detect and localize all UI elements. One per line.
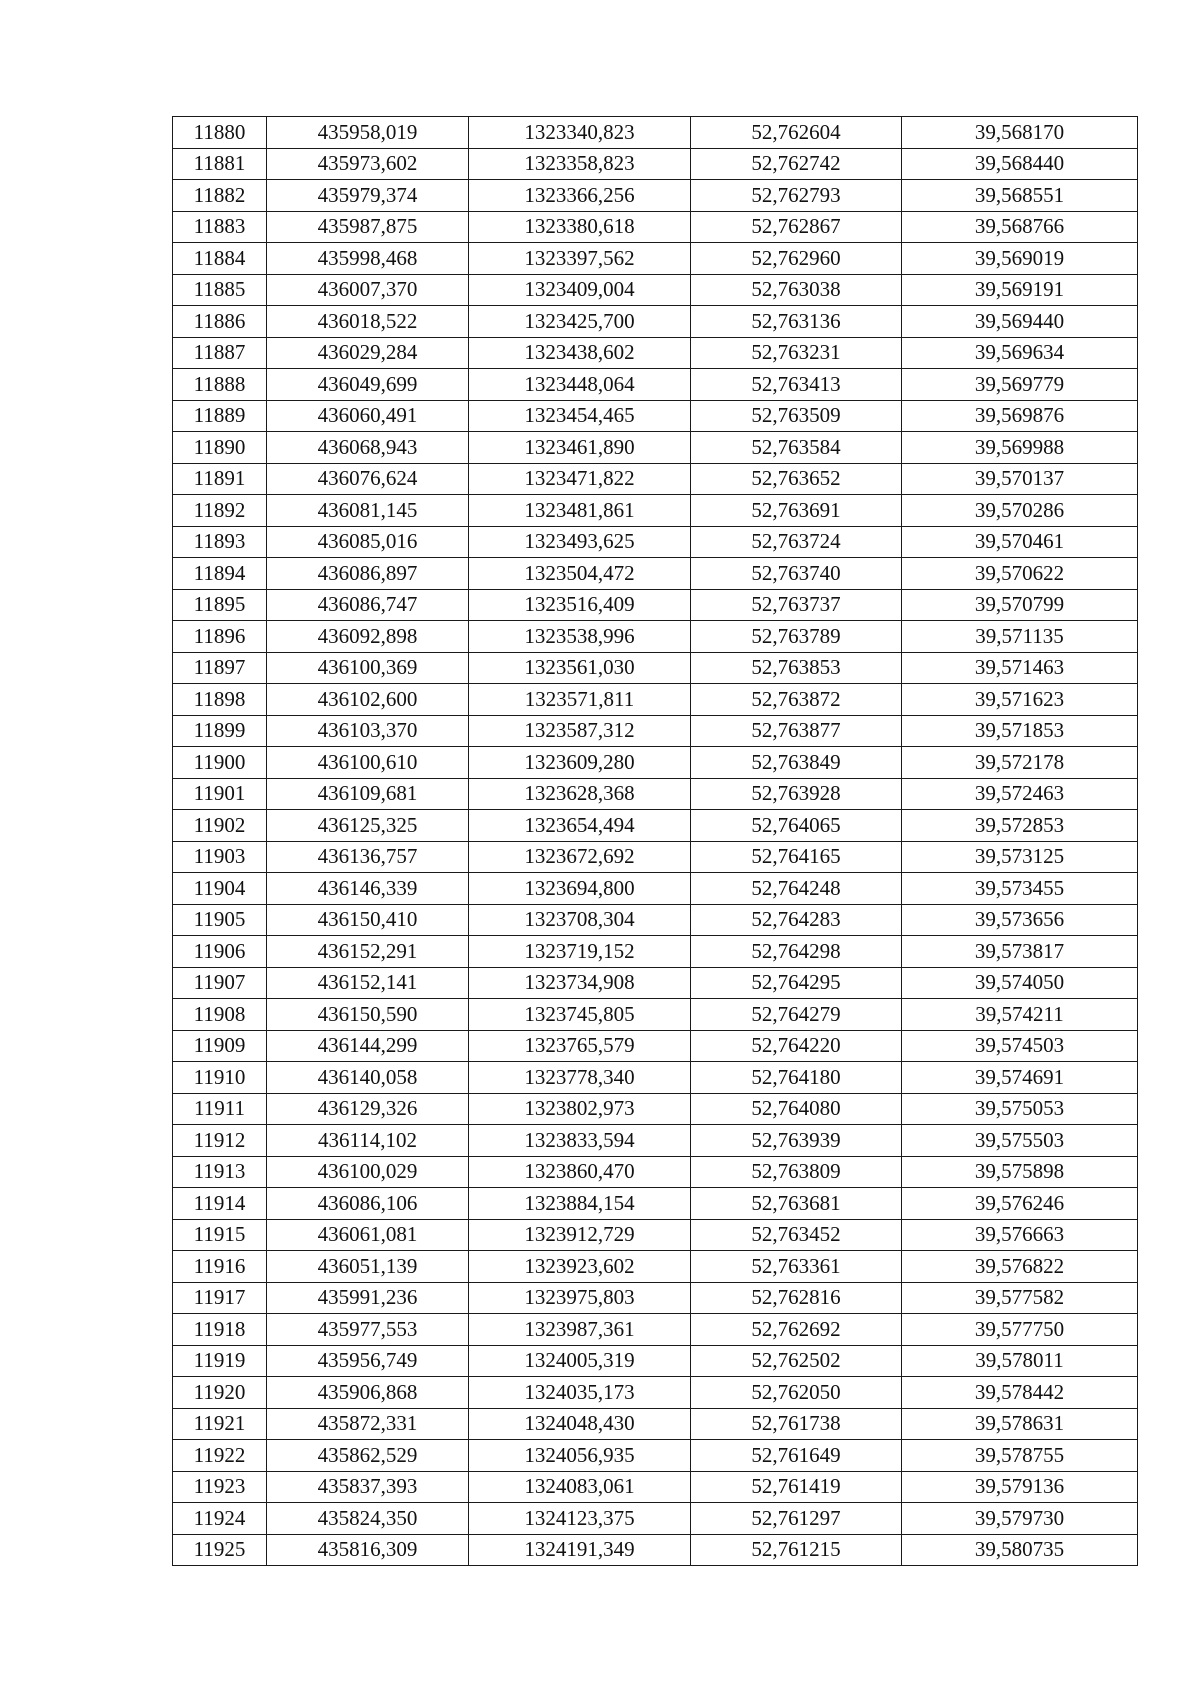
longitude-cell: 39,570461 (902, 526, 1138, 558)
x-coordinate-cell: 436129,326 (267, 1093, 469, 1125)
longitude-cell: 39,569191 (902, 274, 1138, 306)
latitude-cell: 52,762793 (691, 180, 902, 212)
x-coordinate-cell: 436150,590 (267, 999, 469, 1031)
latitude-cell: 52,763136 (691, 306, 902, 338)
longitude-cell: 39,579730 (902, 1503, 1138, 1535)
latitude-cell: 52,762960 (691, 243, 902, 275)
table-row (173, 684, 1138, 716)
latitude-cell: 52,763849 (691, 747, 902, 779)
latitude-cell: 52,762867 (691, 211, 902, 243)
longitude-cell: 39,571623 (902, 684, 1138, 716)
y-coordinate-cell: 1323672,692 (469, 841, 691, 873)
longitude-cell: 39,576663 (902, 1219, 1138, 1251)
y-coordinate-cell: 1324048,430 (469, 1408, 691, 1440)
longitude-cell: 39,578631 (902, 1408, 1138, 1440)
point-number-cell: 11906 (173, 936, 267, 968)
y-coordinate-cell: 1323745,805 (469, 999, 691, 1031)
table-row (173, 1219, 1138, 1251)
x-coordinate-cell: 435973,602 (267, 148, 469, 180)
point-number-cell: 11899 (173, 715, 267, 747)
table-row (173, 1534, 1138, 1566)
y-coordinate-cell: 1324083,061 (469, 1471, 691, 1503)
longitude-cell: 39,579136 (902, 1471, 1138, 1503)
point-number-cell: 11884 (173, 243, 267, 275)
table-row (173, 274, 1138, 306)
x-coordinate-cell: 436018,522 (267, 306, 469, 338)
latitude-cell: 52,763413 (691, 369, 902, 401)
table-row (173, 936, 1138, 968)
latitude-cell: 52,761297 (691, 1503, 902, 1535)
longitude-cell: 39,571853 (902, 715, 1138, 747)
longitude-cell: 39,568551 (902, 180, 1138, 212)
x-coordinate-cell: 436051,139 (267, 1251, 469, 1283)
table-row (173, 463, 1138, 495)
table-row (173, 117, 1138, 149)
point-number-cell: 11889 (173, 400, 267, 432)
latitude-cell: 52,761738 (691, 1408, 902, 1440)
point-number-cell: 11907 (173, 967, 267, 999)
point-number-cell: 11909 (173, 1030, 267, 1062)
x-coordinate-cell: 436086,106 (267, 1188, 469, 1220)
table-row (173, 526, 1138, 558)
y-coordinate-cell: 1324191,349 (469, 1534, 691, 1566)
latitude-cell: 52,763789 (691, 621, 902, 653)
x-coordinate-cell: 435872,331 (267, 1408, 469, 1440)
y-coordinate-cell: 1323987,361 (469, 1314, 691, 1346)
table-row (173, 967, 1138, 999)
latitude-cell: 52,764279 (691, 999, 902, 1031)
table-row (173, 1471, 1138, 1503)
latitude-cell: 52,761419 (691, 1471, 902, 1503)
y-coordinate-cell: 1323719,152 (469, 936, 691, 968)
y-coordinate-cell: 1324056,935 (469, 1440, 691, 1472)
y-coordinate-cell: 1323654,494 (469, 810, 691, 842)
x-coordinate-cell: 436086,747 (267, 589, 469, 621)
x-coordinate-cell: 435824,350 (267, 1503, 469, 1535)
x-coordinate-cell: 436102,600 (267, 684, 469, 716)
x-coordinate-cell: 435991,236 (267, 1282, 469, 1314)
x-coordinate-cell: 436114,102 (267, 1125, 469, 1157)
latitude-cell: 52,764065 (691, 810, 902, 842)
y-coordinate-cell: 1323571,811 (469, 684, 691, 716)
latitude-cell: 52,763231 (691, 337, 902, 369)
x-coordinate-cell: 436146,339 (267, 873, 469, 905)
longitude-cell: 39,572463 (902, 778, 1138, 810)
latitude-cell: 52,763877 (691, 715, 902, 747)
table-row (173, 400, 1138, 432)
x-coordinate-cell: 436152,291 (267, 936, 469, 968)
point-number-cell: 11918 (173, 1314, 267, 1346)
longitude-cell: 39,578011 (902, 1345, 1138, 1377)
point-number-cell: 11905 (173, 904, 267, 936)
point-number-cell: 11902 (173, 810, 267, 842)
longitude-cell: 39,576246 (902, 1188, 1138, 1220)
x-coordinate-cell: 436125,325 (267, 810, 469, 842)
latitude-cell: 52,764165 (691, 841, 902, 873)
point-number-cell: 11885 (173, 274, 267, 306)
table-row (173, 369, 1138, 401)
x-coordinate-cell: 435862,529 (267, 1440, 469, 1472)
longitude-cell: 39,577750 (902, 1314, 1138, 1346)
table-row (173, 778, 1138, 810)
y-coordinate-cell: 1323481,861 (469, 495, 691, 527)
x-coordinate-cell: 435906,868 (267, 1377, 469, 1409)
longitude-cell: 39,568170 (902, 117, 1138, 149)
y-coordinate-cell: 1323884,154 (469, 1188, 691, 1220)
table-row (173, 589, 1138, 621)
latitude-cell: 52,763737 (691, 589, 902, 621)
table-row (173, 243, 1138, 275)
y-coordinate-cell: 1323448,064 (469, 369, 691, 401)
point-number-cell: 11912 (173, 1125, 267, 1157)
table-row (173, 1314, 1138, 1346)
x-coordinate-cell: 435837,393 (267, 1471, 469, 1503)
point-number-cell: 11896 (173, 621, 267, 653)
latitude-cell: 52,763681 (691, 1188, 902, 1220)
x-coordinate-cell: 436060,491 (267, 400, 469, 432)
table-row (173, 1093, 1138, 1125)
x-coordinate-cell: 435816,309 (267, 1534, 469, 1566)
latitude-cell: 52,764248 (691, 873, 902, 905)
longitude-cell: 39,570137 (902, 463, 1138, 495)
latitude-cell: 52,764295 (691, 967, 902, 999)
y-coordinate-cell: 1323454,465 (469, 400, 691, 432)
latitude-cell: 52,763939 (691, 1125, 902, 1157)
point-number-cell: 11915 (173, 1219, 267, 1251)
y-coordinate-cell: 1323734,908 (469, 967, 691, 999)
longitude-cell: 39,580735 (902, 1534, 1138, 1566)
latitude-cell: 52,764180 (691, 1062, 902, 1094)
table-row (173, 1345, 1138, 1377)
y-coordinate-cell: 1323471,822 (469, 463, 691, 495)
y-coordinate-cell: 1323561,030 (469, 652, 691, 684)
x-coordinate-cell: 436136,757 (267, 841, 469, 873)
table-row (173, 432, 1138, 464)
longitude-cell: 39,574211 (902, 999, 1138, 1031)
table-row (173, 621, 1138, 653)
y-coordinate-cell: 1323366,256 (469, 180, 691, 212)
latitude-cell: 52,762502 (691, 1345, 902, 1377)
y-coordinate-cell: 1323516,409 (469, 589, 691, 621)
table-row (173, 1377, 1138, 1409)
x-coordinate-cell: 436109,681 (267, 778, 469, 810)
x-coordinate-cell: 436150,410 (267, 904, 469, 936)
longitude-cell: 39,573817 (902, 936, 1138, 968)
longitude-cell: 39,577582 (902, 1282, 1138, 1314)
longitude-cell: 39,574691 (902, 1062, 1138, 1094)
latitude-cell: 52,763724 (691, 526, 902, 558)
table-row (173, 337, 1138, 369)
latitude-cell: 52,763038 (691, 274, 902, 306)
point-number-cell: 11892 (173, 495, 267, 527)
latitude-cell: 52,762742 (691, 148, 902, 180)
latitude-cell: 52,763452 (691, 1219, 902, 1251)
x-coordinate-cell: 436085,016 (267, 526, 469, 558)
y-coordinate-cell: 1323587,312 (469, 715, 691, 747)
y-coordinate-cell: 1323765,579 (469, 1030, 691, 1062)
latitude-cell: 52,762692 (691, 1314, 902, 1346)
y-coordinate-cell: 1323461,890 (469, 432, 691, 464)
y-coordinate-cell: 1323504,472 (469, 558, 691, 590)
longitude-cell: 39,573455 (902, 873, 1138, 905)
latitude-cell: 52,763691 (691, 495, 902, 527)
y-coordinate-cell: 1323778,340 (469, 1062, 691, 1094)
coordinates-table-body (173, 117, 1138, 1566)
longitude-cell: 39,571135 (902, 621, 1138, 653)
latitude-cell: 52,764298 (691, 936, 902, 968)
latitude-cell: 52,761215 (691, 1534, 902, 1566)
latitude-cell: 52,762050 (691, 1377, 902, 1409)
point-number-cell: 11916 (173, 1251, 267, 1283)
longitude-cell: 39,575503 (902, 1125, 1138, 1157)
y-coordinate-cell: 1323380,618 (469, 211, 691, 243)
point-number-cell: 11925 (173, 1534, 267, 1566)
point-number-cell: 11923 (173, 1471, 267, 1503)
table-row (173, 1282, 1138, 1314)
point-number-cell: 11903 (173, 841, 267, 873)
table-row (173, 558, 1138, 590)
point-number-cell: 11901 (173, 778, 267, 810)
x-coordinate-cell: 436061,081 (267, 1219, 469, 1251)
point-number-cell: 11882 (173, 180, 267, 212)
latitude-cell: 52,761649 (691, 1440, 902, 1472)
table-row (173, 652, 1138, 684)
x-coordinate-cell: 436100,369 (267, 652, 469, 684)
x-coordinate-cell: 436029,284 (267, 337, 469, 369)
point-number-cell: 11888 (173, 369, 267, 401)
table-row (173, 999, 1138, 1031)
point-number-cell: 11911 (173, 1093, 267, 1125)
latitude-cell: 52,763652 (691, 463, 902, 495)
y-coordinate-cell: 1323358,823 (469, 148, 691, 180)
latitude-cell: 52,764220 (691, 1030, 902, 1062)
y-coordinate-cell: 1324123,375 (469, 1503, 691, 1535)
table-row (173, 211, 1138, 243)
table-row (173, 306, 1138, 338)
table-row (173, 495, 1138, 527)
latitude-cell: 52,764283 (691, 904, 902, 936)
longitude-cell: 39,568440 (902, 148, 1138, 180)
point-number-cell: 11904 (173, 873, 267, 905)
y-coordinate-cell: 1323912,729 (469, 1219, 691, 1251)
table-row (173, 1156, 1138, 1188)
longitude-cell: 39,574503 (902, 1030, 1138, 1062)
x-coordinate-cell: 436140,058 (267, 1062, 469, 1094)
latitude-cell: 52,763361 (691, 1251, 902, 1283)
latitude-cell: 52,763740 (691, 558, 902, 590)
point-number-cell: 11893 (173, 526, 267, 558)
point-number-cell: 11919 (173, 1345, 267, 1377)
point-number-cell: 11887 (173, 337, 267, 369)
x-coordinate-cell: 435979,374 (267, 180, 469, 212)
x-coordinate-cell: 436152,141 (267, 967, 469, 999)
x-coordinate-cell: 436100,029 (267, 1156, 469, 1188)
y-coordinate-cell: 1323493,625 (469, 526, 691, 558)
point-number-cell: 11920 (173, 1377, 267, 1409)
longitude-cell: 39,569019 (902, 243, 1138, 275)
x-coordinate-cell: 436076,624 (267, 463, 469, 495)
point-number-cell: 11922 (173, 1440, 267, 1472)
longitude-cell: 39,576822 (902, 1251, 1138, 1283)
table-row (173, 1062, 1138, 1094)
table-row (173, 1188, 1138, 1220)
table-row (173, 180, 1138, 212)
table-row (173, 148, 1138, 180)
point-number-cell: 11913 (173, 1156, 267, 1188)
latitude-cell: 52,763928 (691, 778, 902, 810)
longitude-cell: 39,574050 (902, 967, 1138, 999)
x-coordinate-cell: 435987,875 (267, 211, 469, 243)
longitude-cell: 39,569876 (902, 400, 1138, 432)
table-row (173, 715, 1138, 747)
longitude-cell: 39,575898 (902, 1156, 1138, 1188)
point-number-cell: 11886 (173, 306, 267, 338)
y-coordinate-cell: 1323628,368 (469, 778, 691, 810)
longitude-cell: 39,568766 (902, 211, 1138, 243)
x-coordinate-cell: 436092,898 (267, 621, 469, 653)
x-coordinate-cell: 435998,468 (267, 243, 469, 275)
longitude-cell: 39,569988 (902, 432, 1138, 464)
longitude-cell: 39,575053 (902, 1093, 1138, 1125)
longitude-cell: 39,578755 (902, 1440, 1138, 1472)
x-coordinate-cell: 436049,699 (267, 369, 469, 401)
latitude-cell: 52,763872 (691, 684, 902, 716)
latitude-cell: 52,762604 (691, 117, 902, 149)
longitude-cell: 39,569779 (902, 369, 1138, 401)
latitude-cell: 52,763853 (691, 652, 902, 684)
latitude-cell: 52,762816 (691, 1282, 902, 1314)
latitude-cell: 52,763509 (691, 400, 902, 432)
longitude-cell: 39,570286 (902, 495, 1138, 527)
table-row (173, 1030, 1138, 1062)
y-coordinate-cell: 1323340,823 (469, 117, 691, 149)
x-coordinate-cell: 435958,019 (267, 117, 469, 149)
y-coordinate-cell: 1323694,800 (469, 873, 691, 905)
x-coordinate-cell: 436007,370 (267, 274, 469, 306)
point-number-cell: 11900 (173, 747, 267, 779)
longitude-cell: 39,569440 (902, 306, 1138, 338)
x-coordinate-cell: 436086,897 (267, 558, 469, 590)
y-coordinate-cell: 1323923,602 (469, 1251, 691, 1283)
point-number-cell: 11890 (173, 432, 267, 464)
point-number-cell: 11894 (173, 558, 267, 590)
point-number-cell: 11910 (173, 1062, 267, 1094)
table-row (173, 810, 1138, 842)
point-number-cell: 11895 (173, 589, 267, 621)
table-row (173, 873, 1138, 905)
table-row (173, 1503, 1138, 1535)
y-coordinate-cell: 1323802,973 (469, 1093, 691, 1125)
point-number-cell: 11898 (173, 684, 267, 716)
latitude-cell: 52,763584 (691, 432, 902, 464)
x-coordinate-cell: 436144,299 (267, 1030, 469, 1062)
y-coordinate-cell: 1323438,602 (469, 337, 691, 369)
y-coordinate-cell: 1323538,996 (469, 621, 691, 653)
longitude-cell: 39,570799 (902, 589, 1138, 621)
y-coordinate-cell: 1323860,470 (469, 1156, 691, 1188)
point-number-cell: 11880 (173, 117, 267, 149)
x-coordinate-cell: 435956,749 (267, 1345, 469, 1377)
point-number-cell: 11883 (173, 211, 267, 243)
longitude-cell: 39,572853 (902, 810, 1138, 842)
x-coordinate-cell: 436103,370 (267, 715, 469, 747)
y-coordinate-cell: 1324035,173 (469, 1377, 691, 1409)
point-number-cell: 11917 (173, 1282, 267, 1314)
y-coordinate-cell: 1324005,319 (469, 1345, 691, 1377)
table-row (173, 1125, 1138, 1157)
y-coordinate-cell: 1323975,803 (469, 1282, 691, 1314)
x-coordinate-cell: 436100,610 (267, 747, 469, 779)
y-coordinate-cell: 1323397,562 (469, 243, 691, 275)
y-coordinate-cell: 1323409,004 (469, 274, 691, 306)
y-coordinate-cell: 1323708,304 (469, 904, 691, 936)
table-row (173, 904, 1138, 936)
x-coordinate-cell: 436068,943 (267, 432, 469, 464)
table-row (173, 1251, 1138, 1283)
longitude-cell: 39,578442 (902, 1377, 1138, 1409)
point-number-cell: 11908 (173, 999, 267, 1031)
point-number-cell: 11881 (173, 148, 267, 180)
coordinates-table (172, 116, 1138, 1566)
table-row (173, 841, 1138, 873)
point-number-cell: 11921 (173, 1408, 267, 1440)
x-coordinate-cell: 436081,145 (267, 495, 469, 527)
point-number-cell: 11914 (173, 1188, 267, 1220)
longitude-cell: 39,569634 (902, 337, 1138, 369)
y-coordinate-cell: 1323425,700 (469, 306, 691, 338)
x-coordinate-cell: 435977,553 (267, 1314, 469, 1346)
table-row (173, 1408, 1138, 1440)
longitude-cell: 39,572178 (902, 747, 1138, 779)
longitude-cell: 39,573125 (902, 841, 1138, 873)
table-row (173, 747, 1138, 779)
table-row (173, 1440, 1138, 1472)
longitude-cell: 39,571463 (902, 652, 1138, 684)
latitude-cell: 52,764080 (691, 1093, 902, 1125)
longitude-cell: 39,573656 (902, 904, 1138, 936)
longitude-cell: 39,570622 (902, 558, 1138, 590)
latitude-cell: 52,763809 (691, 1156, 902, 1188)
y-coordinate-cell: 1323833,594 (469, 1125, 691, 1157)
y-coordinate-cell: 1323609,280 (469, 747, 691, 779)
point-number-cell: 11897 (173, 652, 267, 684)
point-number-cell: 11924 (173, 1503, 267, 1535)
point-number-cell: 11891 (173, 463, 267, 495)
